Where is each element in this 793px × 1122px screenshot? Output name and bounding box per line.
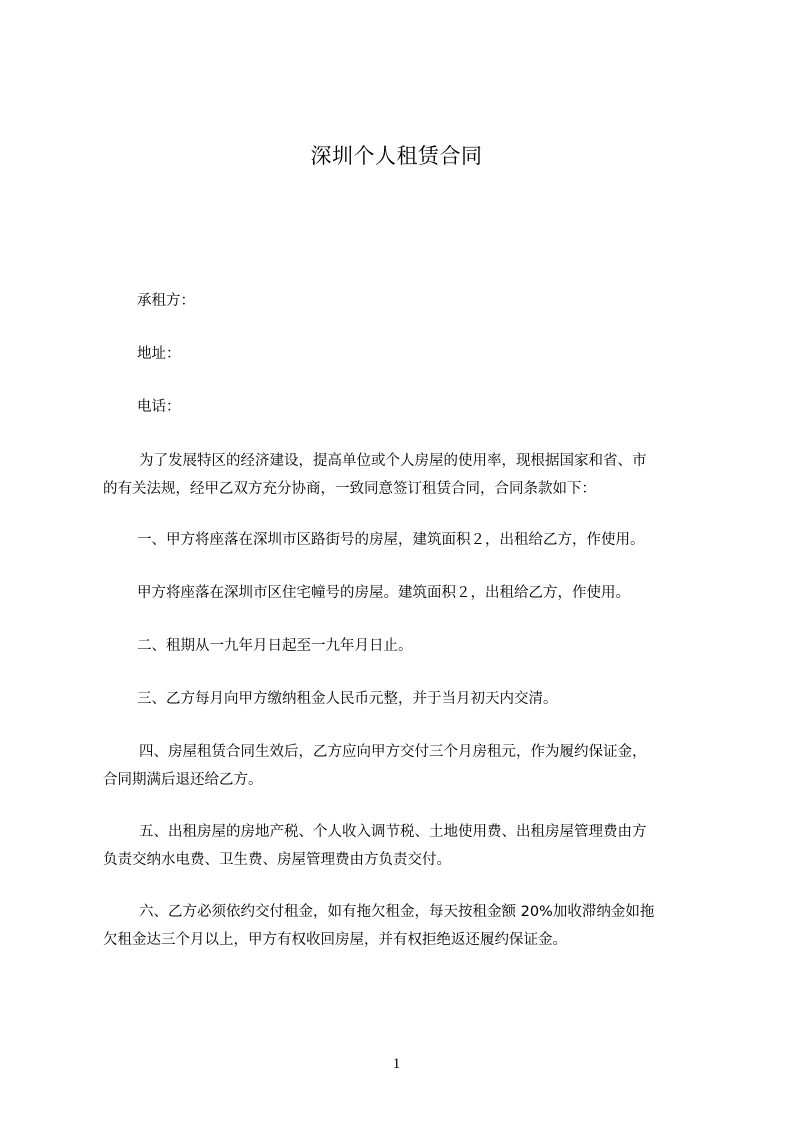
clause-5-line-1: 五、出租房屋的房地产税、个人收入调节税、土地使用费、出租房屋管理费由方 (139, 824, 647, 840)
clause-6-line-1: 六、乙方必须依约交付租金，如有拖欠租金，每天按租金额 20%加收滞纳金如拖 (139, 904, 655, 920)
document-title: 深圳个人租赁合同 (310, 144, 483, 168)
clause-5 (103, 818, 703, 874)
phone-label: 电话： (137, 399, 181, 415)
clause-1: 一、甲方将座落在深圳市区路街号的房屋，建筑面积２，出租给乙方，作使用。 (137, 532, 645, 548)
intro-paragraph (103, 447, 703, 503)
page-number: 1 (392, 1056, 401, 1072)
clause-1b: 甲方将座落在深圳市区住宅幢号的房屋。建筑面积２，出租给乙方，作使用。 (137, 585, 630, 601)
clause-2: 二、租期从一九年月日起至一九年月日止。 (137, 638, 413, 654)
clause-6 (103, 898, 703, 954)
clause-5-line-2: 负责交纳水电费、卫生费、房屋管理费由方负责交付。 (103, 852, 451, 868)
clause-4-line-2: 合同期满后退还给乙方。 (103, 772, 263, 788)
intro-line-2: 的有关法规，经甲乙双方充分协商，一致同意签订租赁合同，合同条款如下： (103, 481, 596, 497)
clause-4 (103, 738, 703, 794)
clause-6-line-2: 欠租金达三个月以上，甲方有权收回房屋，并有权拒绝返还履约保证金。 (103, 932, 567, 948)
clause-4-line-1: 四、房屋租赁合同生效后，乙方应向甲方交付三个月房租元，作为履约保证金， (139, 744, 647, 760)
address-label: 地址： (137, 346, 181, 362)
intro-line-1: 为了发展特区的经济建设，提高单位或个人房屋的使用率，现根据国家和省、市 (139, 453, 647, 469)
lessee-label: 承租方： (137, 293, 195, 309)
clause-3: 三、乙方每月向甲方缴纳租金人民币元整，并于当月初天内交清。 (137, 691, 558, 707)
